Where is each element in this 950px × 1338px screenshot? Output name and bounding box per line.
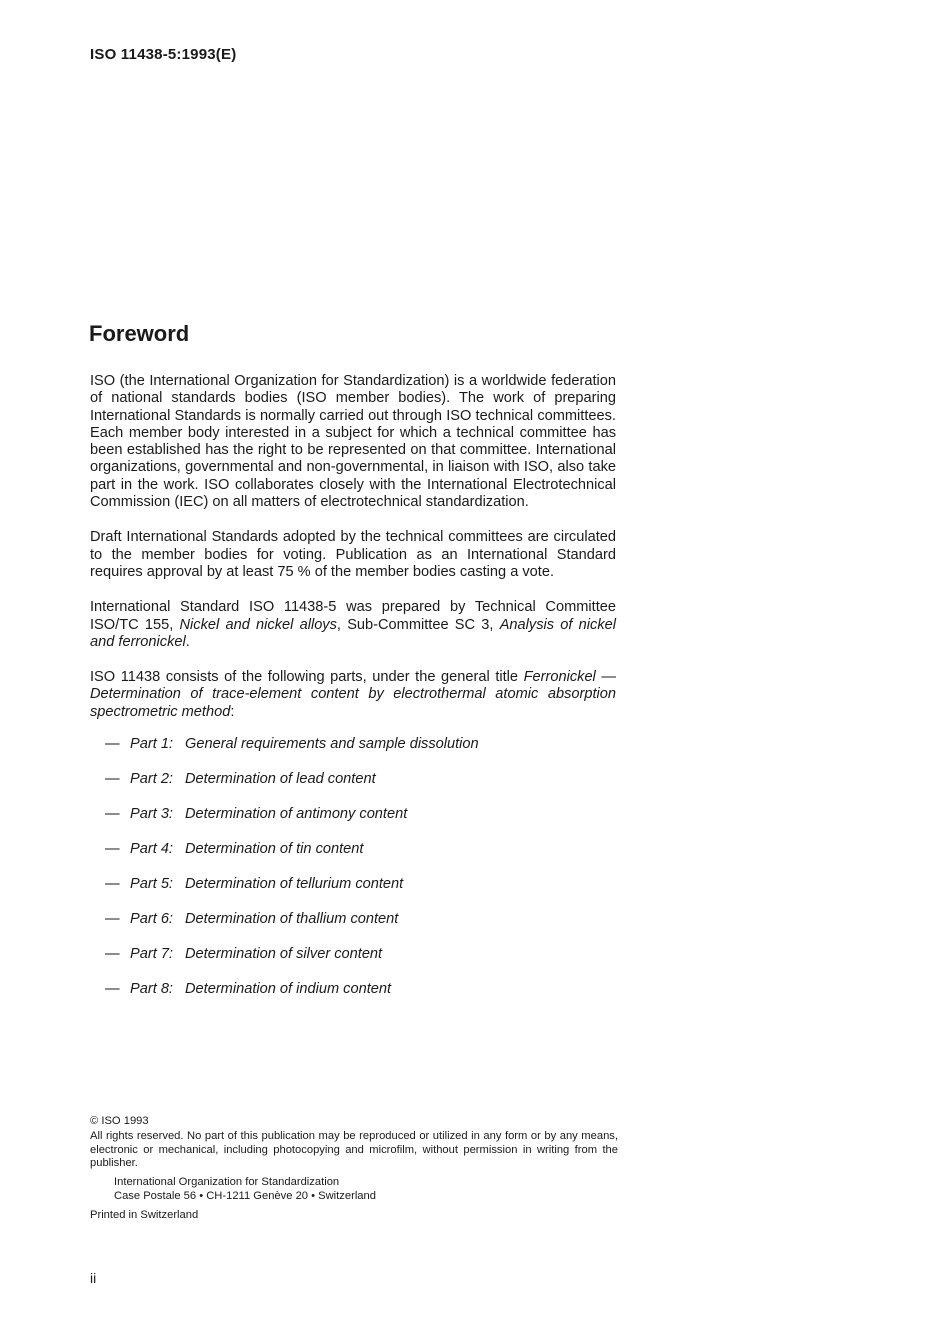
parts-list — [90, 736, 616, 1016]
subcommittee-name: Analysis of nickel and ferronickel — [90, 616, 616, 650]
page-number: ii — [90, 1270, 97, 1286]
paragraph-prepared-by — [90, 599, 616, 651]
part-title: Determination of silver content — [185, 946, 383, 963]
list-item-part-5 — [90, 876, 616, 911]
list-item-part-1 — [90, 736, 616, 771]
list-item-part-2 — [90, 771, 616, 806]
dash: — — [105, 946, 120, 963]
dash: — — [105, 981, 120, 998]
rights-statement: All rights reserved. No part of this publication may be reproduced or utilized in any form or by any means, electronic or mechanical, including photocopying and microfilm, without permission in writing from the publisher. — [90, 1129, 618, 1170]
part-title: Determination of tellurium content — [185, 876, 404, 893]
part-title: Determination of tin content — [185, 841, 364, 858]
list-item-part-3 — [90, 806, 616, 841]
organization-address-block — [90, 1176, 618, 1204]
dash: — — [105, 911, 120, 928]
part-title: Determination of indium content — [185, 981, 392, 998]
parts-intro-text-2: : — [230, 703, 235, 720]
part-label: Part 4: — [130, 841, 173, 858]
paragraph-parts-intro — [90, 669, 616, 721]
dash: — — [105, 876, 120, 893]
printed-location: Printed in Switzerland — [90, 1208, 199, 1221]
part-label: Part 7: — [130, 946, 173, 963]
part-title: Determination of thallium content — [185, 911, 399, 928]
dash: — — [105, 806, 120, 823]
part-label: Part 2: — [130, 771, 173, 788]
standard-code: ISO 11438-5:1993(E) — [90, 46, 237, 63]
foreword-body — [90, 373, 616, 1016]
dash: — — [105, 771, 120, 788]
part-label: Part 8: — [130, 981, 173, 998]
paragraph-draft-standards: Draft International Standards adopted by the technical committees are circulated to the member bodies for voting. Publication as an International Standard requires approval by at least 75 % of the member bodies casting a vote. — [90, 529, 616, 580]
part-title: Determination of lead content — [185, 771, 376, 788]
list-item-part-6 — [90, 911, 616, 946]
committee-name: Nickel and nickel alloys — [179, 616, 337, 633]
part-label: Part 1: — [130, 736, 173, 753]
parts-intro-text-1: ISO 11438 consists of the following parts, under the general title — [90, 669, 524, 686]
dash: — — [105, 736, 120, 753]
list-item-part-4 — [90, 841, 616, 876]
organization-address: Case Postale 56 • CH-1211 Genève 20 • Switzerland — [114, 1189, 376, 1202]
copyright-footer — [90, 1115, 618, 1223]
list-item-part-7 — [90, 946, 616, 981]
part-title: Determination of antimony content — [185, 806, 408, 823]
paragraph-iso-intro: ISO (the International Organization for Standardization) is a worldwide federation of national standards bodies (ISO member bodies). The work of preparing International Standards is normally carried out through ISO technical committees. Each member body interested in a subject for which a technical committee has been established has the right to be represented on that committee. International organizations, governmental and non-governmental, in liaison with ISO, also take part in the work. ISO collaborates closely with the International Electrotechnical Commission (IEC) on all matters of electrotechnical standardization. — [90, 373, 616, 511]
general-title: Ferronickel — Determination of trace-element content by electrothermal atomic absorption spectrometric method — [90, 669, 616, 720]
page-title: Foreword — [89, 321, 190, 346]
copyright-notice: © ISO 1993 — [90, 1115, 149, 1127]
prepared-text-2: , Sub-Committee SC 3, — [336, 616, 500, 633]
part-title: General requirements and sample dissolution — [185, 736, 479, 753]
part-label: Part 5: — [130, 876, 173, 893]
dash: — — [105, 841, 120, 858]
prepared-text-1: International Standard ISO 11438-5 was prepared by Technical Committee ISO/TC 155, — [90, 599, 616, 633]
part-label: Part 6: — [130, 911, 173, 928]
organization-name: International Organization for Standardization — [114, 1176, 340, 1189]
list-item-part-8 — [90, 981, 616, 1016]
part-label: Part 3: — [130, 806, 173, 823]
prepared-text-3: . — [185, 633, 190, 650]
